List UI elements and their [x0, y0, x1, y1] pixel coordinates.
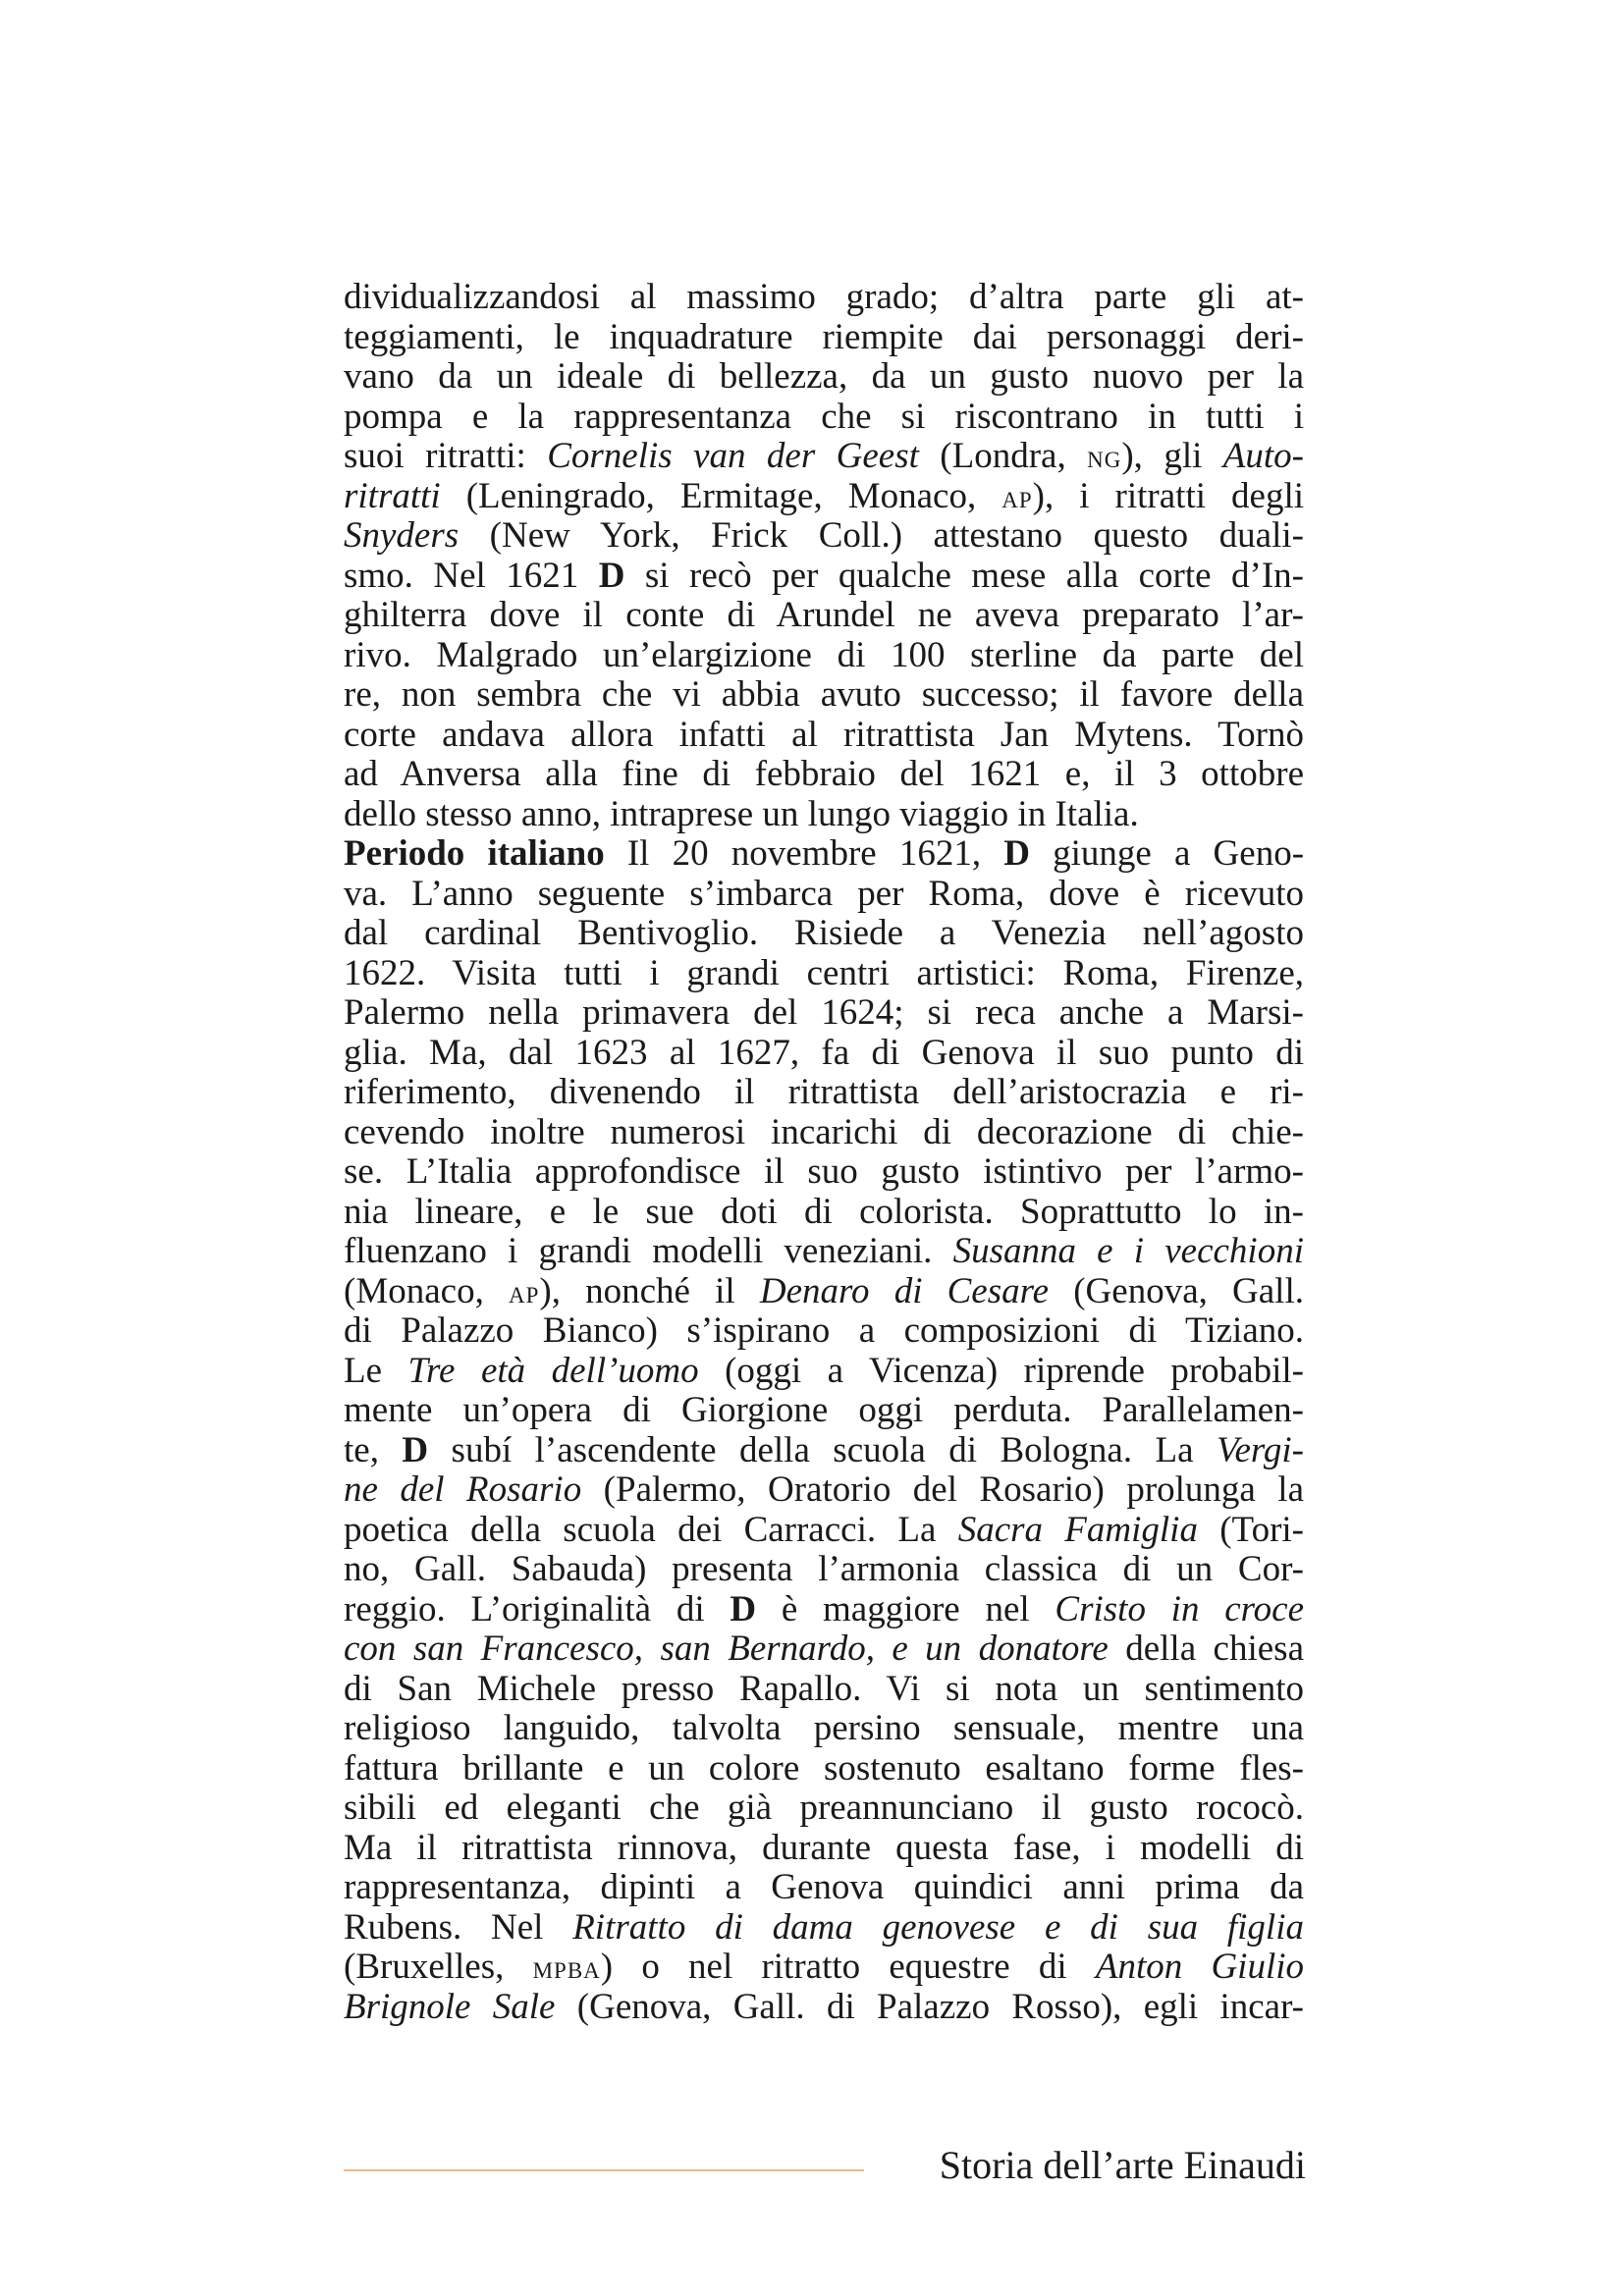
text-line	[344, 834, 1304, 875]
text-line	[344, 1988, 1304, 2028]
text-run: (Bruxelles,	[344, 1947, 533, 1987]
text-run: ), gli	[1121, 436, 1223, 476]
text-line	[344, 1629, 1304, 1670]
text-line	[344, 1590, 1304, 1630]
text-run: reggio. L’originalità di	[344, 1588, 730, 1629]
text-run: della chiesa	[1108, 1629, 1304, 1669]
text-run: fluenzano i grandi modelli veneziani.	[344, 1231, 953, 1271]
italic-text: Ritratto di dama genovese e di sua figlia	[572, 1906, 1304, 1948]
text-run: si recò per qualche mese alla corte d’In-	[624, 555, 1304, 596]
text-line	[344, 1670, 1304, 1710]
text-line	[344, 477, 1304, 517]
text-line	[344, 1789, 1304, 1829]
text-line	[344, 1550, 1304, 1590]
bold-text: D	[598, 555, 625, 596]
text-run: se. L’Italia approfondisce il suo gusto istintivo per l’armo-	[344, 1151, 1304, 1192]
text-run: pompa e la rappresentanza che si riscontrano in tutti i	[344, 396, 1304, 437]
italic-text: ritratti	[344, 475, 441, 516]
text-run: (Tori-	[1197, 1509, 1304, 1550]
text-line	[344, 1311, 1304, 1352]
italic-text: Sacra Famiglia	[957, 1509, 1198, 1550]
text-run: corte andava allora infatti al ritrattista Jan Mytens. Tornò	[344, 714, 1304, 755]
body-text	[344, 278, 1304, 2027]
text-line	[344, 1034, 1304, 1074]
italic-text: Denaro di Cesare	[759, 1270, 1050, 1311]
text-line	[344, 516, 1304, 557]
text-line	[344, 1391, 1304, 1431]
text-line	[344, 1908, 1304, 1949]
text-line	[344, 1352, 1304, 1392]
text-run: di Palazzo Bianco) s’ispirano a composizioni di Tiziano.	[344, 1310, 1304, 1351]
text-run: suoi ritratti:	[344, 436, 548, 476]
text-line	[344, 1073, 1304, 1113]
text-run: di San Michele presso Rapallo. Vi si nota un sentimento	[344, 1668, 1304, 1709]
text-run: ), nonché il	[539, 1270, 760, 1311]
text-run: (oggi a Vicenza) riprende probabil-	[698, 1350, 1304, 1391]
text-run: mente un’opera di Giorgione oggi perduta. Parallelamen-	[344, 1390, 1304, 1430]
bold-text: D	[1003, 833, 1030, 874]
text-run: (Palermo, Oratorio del Rosario) prolunga la	[581, 1469, 1304, 1510]
text-line	[344, 437, 1304, 477]
text-line	[344, 1511, 1304, 1551]
italic-text: Brignole Sale	[344, 1986, 556, 2027]
text-run: re, non sembra che vi abbia avuto successo; il favore della	[344, 674, 1304, 715]
text-line	[344, 357, 1304, 398]
text-run: ghilterra dove il conte di Arundel ne aveva preparato l’ar-	[344, 595, 1304, 635]
text-run: cevendo inoltre numerosi incarichi di decorazione di chie-	[344, 1111, 1304, 1152]
text-line	[344, 1152, 1304, 1193]
small-caps-text: ng	[1087, 439, 1122, 475]
bold-text: D	[402, 1429, 429, 1470]
text-line	[344, 596, 1304, 636]
text-line	[344, 875, 1304, 915]
text-line	[344, 1470, 1304, 1511]
italic-text: Snyders	[344, 515, 460, 556]
italic-text: ne del Rosario	[344, 1469, 582, 1510]
text-run: Palermo nella primavera del 1624; si reca anche a Marsi-	[344, 992, 1304, 1033]
text-line	[344, 318, 1304, 358]
text-line	[344, 1749, 1304, 1789]
text-run: dividualizzandosi al massimo grado; d’altra parte gli at-	[344, 277, 1304, 317]
text-line	[344, 914, 1304, 954]
text-line	[344, 1868, 1304, 1908]
text-run: poetica della scuola dei Carracci. La	[344, 1509, 958, 1550]
text-run: fattura brillante e un colore sostenuto esaltano forme fles-	[344, 1747, 1304, 1789]
text-line	[344, 755, 1304, 795]
text-line	[344, 398, 1304, 438]
text-line	[344, 1431, 1304, 1471]
footer-label: Storia dell’arte Einaudi	[939, 2143, 1306, 2187]
text-run: rappresentanza, dipinti a Genova quindici anni prima da	[344, 1867, 1304, 1907]
text-run: va. L’anno seguente s’imbarca per Roma, dove è ricevuto	[344, 873, 1304, 914]
text-line	[344, 1272, 1304, 1312]
small-caps-text: ap	[508, 1273, 540, 1310]
text-run: dal cardinal Bentivoglio. Risiede a Venezia nell’agosto	[344, 913, 1304, 953]
text-run: giunge a Geno-	[1029, 833, 1305, 874]
bold-text: D	[730, 1588, 757, 1629]
text-run: Rubens. Nel	[344, 1906, 573, 1948]
italic-text: Tre età dell’uomo	[407, 1350, 699, 1391]
text-run: (Londra,	[918, 436, 1088, 476]
text-run: Ma il ritrattista rinnova, durante questa fase, i modelli di	[344, 1827, 1304, 1868]
italic-text: Anton Giulio	[1095, 1947, 1304, 1987]
text-run: no, Gall. Sabauda) presenta l’armonia classica di un Cor-	[344, 1549, 1304, 1589]
text-run: (Leningrado, Ermitage, Monaco,	[440, 475, 1002, 516]
italic-text: Vergi-	[1216, 1429, 1305, 1470]
footer	[344, 2140, 1306, 2199]
text-line	[344, 1113, 1304, 1153]
text-line	[344, 795, 1304, 835]
text-line	[344, 636, 1304, 676]
italic-text: Cristo in croce	[1055, 1588, 1304, 1629]
italic-text: Auto-	[1222, 436, 1304, 476]
bold-text: Periodo italiano	[344, 833, 605, 874]
text-run: ), i ritratti degli	[1032, 475, 1305, 516]
text-run: dello stesso anno, intraprese un lungo viaggio in Italia.	[344, 793, 1139, 834]
italic-text: Susanna e i vecchioni	[952, 1231, 1304, 1271]
text-run: vano da un ideale di bellezza, da un gusto nuovo per la	[344, 356, 1304, 397]
footer-rule	[344, 2169, 864, 2171]
text-run: nia lineare, e le sue doti di colorista. Soprattutto lo in-	[344, 1191, 1304, 1232]
text-line	[344, 1193, 1304, 1233]
text-run: ad Anversa alla fine di febbraio del 1621 e, il 3 ottobre	[344, 754, 1304, 794]
text-run: è maggiore nel	[756, 1588, 1055, 1629]
text-line	[344, 675, 1304, 716]
text-run: (Genova, Gall. di Palazzo Rosso), egli incar-	[555, 1986, 1304, 2027]
text-run: subí l’ascendente della scuola di Bologna. La	[428, 1429, 1217, 1470]
small-caps-text: mpba	[532, 1949, 601, 1986]
text-run: (Monaco,	[344, 1270, 509, 1311]
text-run: smo. Nel 1621	[344, 555, 599, 596]
text-line	[344, 1709, 1304, 1749]
text-run: Le	[344, 1350, 408, 1391]
small-caps-text: ap	[1001, 478, 1033, 515]
text-line	[344, 1829, 1304, 1869]
text-run: sibili ed eleganti che già preannunciano il gusto rococò.	[344, 1788, 1304, 1828]
text-line	[344, 1948, 1304, 1988]
text-run: riferimento, divenendo il ritrattista dell’aristocrazia e ri-	[344, 1072, 1304, 1112]
italic-text: Cornelis van der Geest	[547, 436, 919, 476]
text-run: (New York, Frick Coll.) attestano questo duali-	[459, 515, 1304, 556]
text-run: ) o nel ritratto equestre di	[600, 1947, 1096, 1987]
text-run: glia. Ma, dal 1623 al 1627, fa di Genova il suo punto di	[344, 1032, 1304, 1073]
text-run: rivo. Malgrado un’elargizione di 100 sterline da parte del	[344, 634, 1304, 675]
text-line	[344, 954, 1304, 994]
text-line	[344, 1232, 1304, 1272]
text-line	[344, 993, 1304, 1034]
text-run: religioso languido, talvolta persino sensuale, mentre una	[344, 1708, 1304, 1748]
text-run: (Genova, Gall.	[1049, 1270, 1304, 1311]
italic-text: con san Francesco, san Bernardo, e un donatore	[344, 1629, 1109, 1669]
text-run: 1622. Visita tutti i grandi centri artistici: Roma, Firenze,	[344, 952, 1304, 993]
text-line	[344, 716, 1304, 756]
text-run: Il 20 novembre 1621,	[604, 833, 1004, 874]
text-line	[344, 278, 1304, 318]
text-run: te,	[344, 1429, 403, 1470]
text-run: teggiamenti, le inquadrature riempite dai personaggi deri-	[344, 316, 1304, 357]
text-line	[344, 557, 1304, 597]
